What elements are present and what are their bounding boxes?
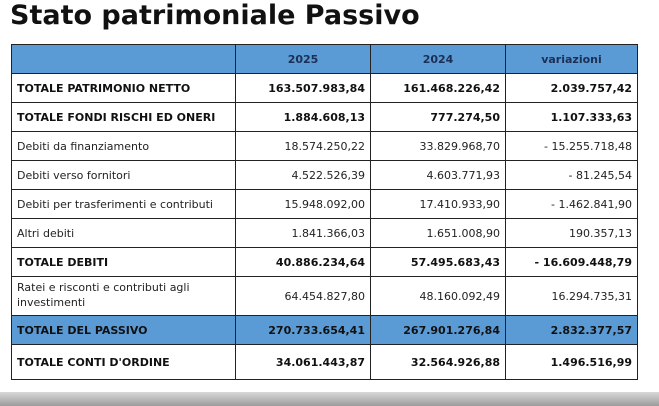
row-label: Debiti per trasferimenti e contributi bbox=[12, 190, 236, 219]
row-label: TOTALE DEL PASSIVO bbox=[12, 316, 236, 345]
value-2024: 161.468.226,42 bbox=[371, 74, 506, 103]
value-2024: 17.410.933,90 bbox=[371, 190, 506, 219]
table-row bbox=[12, 277, 638, 316]
balance-sheet-table bbox=[11, 44, 638, 380]
value-variazione: - 81.245,54 bbox=[506, 161, 638, 190]
row-label: TOTALE FONDI RISCHI ED ONERI bbox=[12, 103, 236, 132]
row-label: Altri debiti bbox=[12, 219, 236, 248]
value-2024: 1.651.008,90 bbox=[371, 219, 506, 248]
header-cell-2024: 2024 bbox=[371, 45, 506, 74]
value-2025: 163.507.983,84 bbox=[236, 74, 371, 103]
header-cell-variazioni: variazioni bbox=[506, 45, 638, 74]
value-variazione: 16.294.735,31 bbox=[506, 277, 638, 316]
value-2025: 64.454.827,80 bbox=[236, 277, 371, 316]
row-label: TOTALE CONTI D'ORDINE bbox=[12, 345, 236, 380]
value-2025: 270.733.654,41 bbox=[236, 316, 371, 345]
value-2025: 18.574.250,22 bbox=[236, 132, 371, 161]
row-label: Debiti da finanziamento bbox=[12, 132, 236, 161]
table-row bbox=[12, 190, 638, 219]
table-row bbox=[12, 74, 638, 103]
row-label: Ratei e risconti e contributi agli investimenti bbox=[12, 277, 236, 316]
value-variazione: - 1.462.841,90 bbox=[506, 190, 638, 219]
table-row bbox=[12, 248, 638, 277]
value-variazione: - 15.255.718,48 bbox=[506, 132, 638, 161]
row-label: TOTALE DEBITI bbox=[12, 248, 236, 277]
value-2025: 1.841.366,03 bbox=[236, 219, 371, 248]
value-2025: 40.886.234,64 bbox=[236, 248, 371, 277]
value-2025: 4.522.526,39 bbox=[236, 161, 371, 190]
table-row-total-passivo bbox=[12, 316, 638, 345]
value-2024: 33.829.968,70 bbox=[371, 132, 506, 161]
value-2025: 1.884.608,13 bbox=[236, 103, 371, 132]
table-row bbox=[12, 345, 638, 380]
value-2025: 15.948.092,00 bbox=[236, 190, 371, 219]
value-2025: 34.061.443,87 bbox=[236, 345, 371, 380]
bottom-bar bbox=[0, 392, 659, 406]
header-cell-label bbox=[12, 45, 236, 74]
table-row bbox=[12, 219, 638, 248]
table-row bbox=[12, 132, 638, 161]
value-variazione: - 16.609.448,79 bbox=[506, 248, 638, 277]
table-row bbox=[12, 161, 638, 190]
value-variazione: 1.496.516,99 bbox=[506, 345, 638, 380]
table-row bbox=[12, 103, 638, 132]
value-2024: 267.901.276,84 bbox=[371, 316, 506, 345]
value-variazione: 2.039.757,42 bbox=[506, 74, 638, 103]
value-variazione: 1.107.333,63 bbox=[506, 103, 638, 132]
row-label: TOTALE PATRIMONIO NETTO bbox=[12, 74, 236, 103]
page-title: Stato patrimoniale Passivo bbox=[10, 0, 420, 31]
value-2024: 777.274,50 bbox=[371, 103, 506, 132]
value-2024: 48.160.092,49 bbox=[371, 277, 506, 316]
value-2024: 4.603.771,93 bbox=[371, 161, 506, 190]
value-variazione: 190.357,13 bbox=[506, 219, 638, 248]
header-cell-2025: 2025 bbox=[236, 45, 371, 74]
row-label: Debiti verso fornitori bbox=[12, 161, 236, 190]
table-header-row bbox=[12, 45, 638, 74]
value-variazione: 2.832.377,57 bbox=[506, 316, 638, 345]
value-2024: 57.495.683,43 bbox=[371, 248, 506, 277]
value-2024: 32.564.926,88 bbox=[371, 345, 506, 380]
